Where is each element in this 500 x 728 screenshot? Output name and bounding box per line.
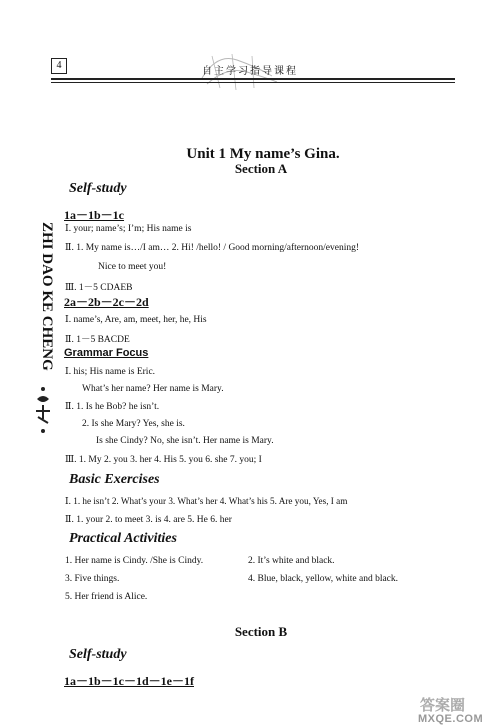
page-number: 4 xyxy=(51,58,67,74)
answer-line: Ⅰ. 1. he isn’t 2. What’s your 3. What’s her 4. What’s his 5. Are you, Yes, I am xyxy=(65,496,348,506)
answer-line: Ⅱ. 1. Is he Bob? he isn’t. xyxy=(65,402,160,412)
self-study-heading: Self-study xyxy=(69,181,127,196)
section-a-title: Section A xyxy=(234,161,288,176)
answer-line: 2. It’s white and black. xyxy=(248,556,335,566)
spine-ornament-icon xyxy=(34,383,52,435)
basic-exercises-heading: Basic Exercises xyxy=(69,472,160,487)
subheading-1a-1c: 1a－1b－1c xyxy=(64,208,125,222)
answer-line: Ⅱ. 1－5 BACDE xyxy=(65,335,130,345)
watermark-text: 答案圈 xyxy=(420,696,466,714)
answer-line: 3. Five things. xyxy=(65,574,120,584)
answer-line: Ⅲ. 1－5 CDAEB xyxy=(65,283,133,293)
header-rule xyxy=(51,78,455,80)
header-rule-thin xyxy=(51,82,455,83)
answer-line: Nice to meet you! xyxy=(98,262,167,272)
unit-title: Unit 1 My name’s Gina. xyxy=(186,146,340,162)
answer-line: 2. Is she Mary? Yes, she is. xyxy=(82,419,185,429)
answer-line: 1. Her name is Cindy. /She is Cindy. xyxy=(65,556,204,566)
section-b-title: Section B xyxy=(234,624,288,639)
grammar-focus-heading: Grammar Focus xyxy=(64,347,149,359)
answer-line: Is she Cindy? No, she isn’t. Her name is Mary. xyxy=(96,436,274,446)
header-title: 自主学习指导课程 xyxy=(202,66,298,77)
answer-line: Ⅲ. 1. My 2. you 3. her 4. His 5. you 6. she 7. you; I xyxy=(65,455,262,465)
subheading-2a-2d: 2a－2b－2c－2d xyxy=(64,295,149,309)
answer-line: Ⅰ. name’s, Are, am, meet, her, he, His xyxy=(65,315,207,325)
watermark-url: MXQE.COM xyxy=(418,713,484,725)
answer-line: 5. Her friend is Alice. xyxy=(65,592,148,602)
answer-line: 4. Blue, black, yellow, white and black. xyxy=(248,574,399,584)
self-study-heading-b: Self-study xyxy=(69,647,127,662)
spine-text: ZHI DAO KE CHENG xyxy=(39,222,55,371)
answer-line: What’s her name? Her name is Mary. xyxy=(82,384,224,394)
subheading-1a-1f: 1a－1b－1c－1d－1e－1f xyxy=(64,674,194,688)
answer-line: Ⅱ. 1. My name is…/I am… 2. Hi! /hello! / Good morning/afternoon/evening! xyxy=(65,243,360,253)
answer-line: Ⅰ. his; His name is Eric. xyxy=(65,367,156,377)
answer-line: Ⅱ. 1. your 2. to meet 3. is 4. are 5. He 6. her xyxy=(65,515,232,525)
practical-activities-heading: Practical Activities xyxy=(69,531,177,546)
answer-line: Ⅰ. your; name’s; I’m; His name is xyxy=(65,224,192,234)
